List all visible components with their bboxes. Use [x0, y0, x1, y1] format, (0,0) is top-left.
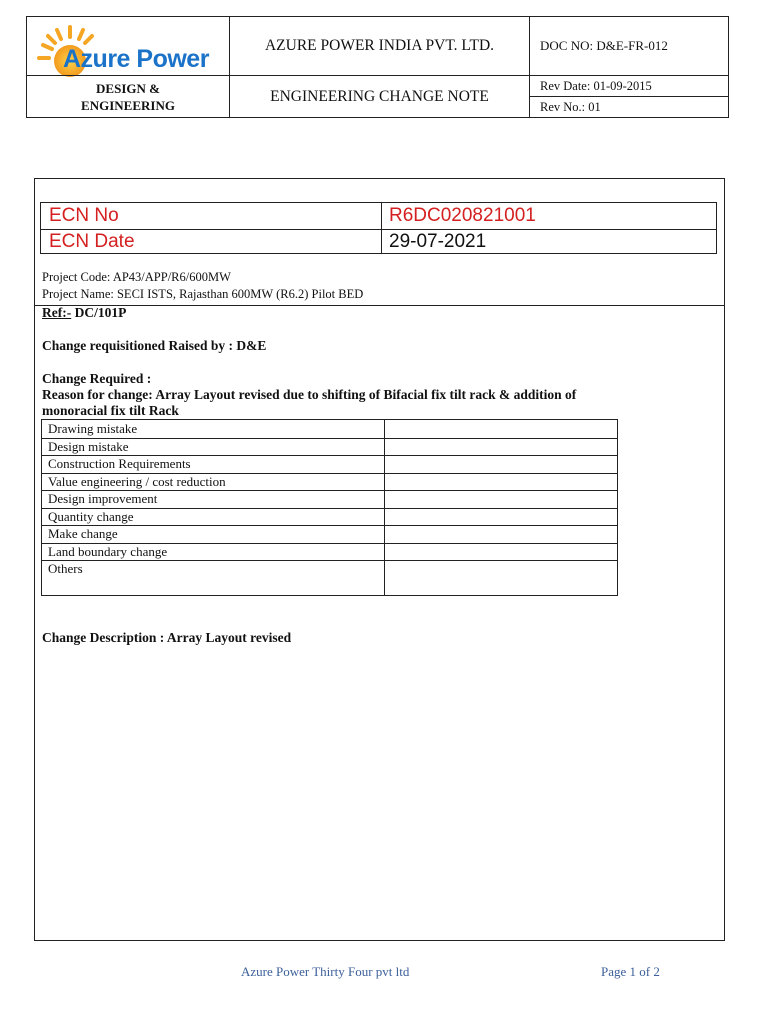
ecn-divider [381, 203, 382, 253]
ecn-no-label: ECN No [49, 205, 119, 226]
table-row [42, 560, 617, 596]
reason-label: Land boundary change [48, 544, 168, 559]
ref-value: DC/101P [71, 305, 127, 320]
ecn-date-row [41, 229, 716, 255]
ecn-table [40, 202, 717, 254]
reference [42, 305, 126, 321]
department-cell [26, 75, 230, 118]
change-required-label: Change Required : [42, 371, 152, 386]
reason-line-2: monoracial fix tilt Rack [42, 403, 179, 418]
reason-label: Construction Requirements [48, 456, 191, 471]
ecn-date-value: 29-07-2021 [389, 231, 487, 252]
table-row [42, 455, 617, 474]
rev-no: Rev No.: 01 [529, 96, 729, 118]
rev-date: Rev Date: 01-09-2015 [529, 75, 729, 97]
reason-label: Quantity change [48, 509, 134, 524]
table-row [42, 438, 617, 456]
table-row [42, 420, 617, 439]
reason-label: Drawing mistake [48, 421, 138, 436]
project-name: Project Name: SECI ISTS, Rajasthan 600MW (R6.2) Pilot BED [42, 287, 364, 301]
doc-number: DOC NO: D&E-FR-012 [529, 16, 729, 76]
reason-label: Design improvement [48, 491, 158, 506]
ref-label: Ref:- [42, 305, 72, 320]
table-row [42, 508, 617, 526]
logo-wordmark: Azure Power [63, 45, 209, 73]
column-divider [384, 420, 385, 595]
raised-by: Change requisitioned Raised by : D&E [42, 338, 267, 353]
table-row [42, 490, 617, 509]
project-code: Project Code: AP43/APP/R6/600MW [42, 270, 231, 284]
reason-label: Others [48, 561, 83, 576]
table-row [42, 525, 617, 544]
reason-line-1: Reason for change: Array Layout revised due to shifting of Bifacial fix tilt rack & addition of [42, 387, 577, 402]
ecn-no-value: R6DC020821001 [389, 205, 536, 226]
company-name: AZURE POWER INDIA PVT. LTD. [229, 16, 530, 76]
footer-company: Azure Power Thirty Four pvt ltd [241, 964, 410, 979]
section-divider [34, 305, 725, 306]
document-title: ENGINEERING CHANGE NOTE [229, 75, 530, 118]
table-row [42, 543, 617, 561]
reason-label: Make change [48, 526, 118, 541]
table-row [42, 473, 617, 491]
change-description: Change Description : Array Layout revised [42, 630, 292, 645]
page-number: Page 1 of 2 [601, 964, 660, 979]
ecn-date-label: ECN Date [49, 231, 135, 252]
reason-table [41, 419, 618, 596]
ecn-no-row [41, 203, 716, 230]
department-label: DESIGN & ENGINEERING [81, 80, 175, 113]
reason-label: Design mistake [48, 439, 129, 454]
reason-label: Value engineering / cost reduction [48, 474, 226, 489]
